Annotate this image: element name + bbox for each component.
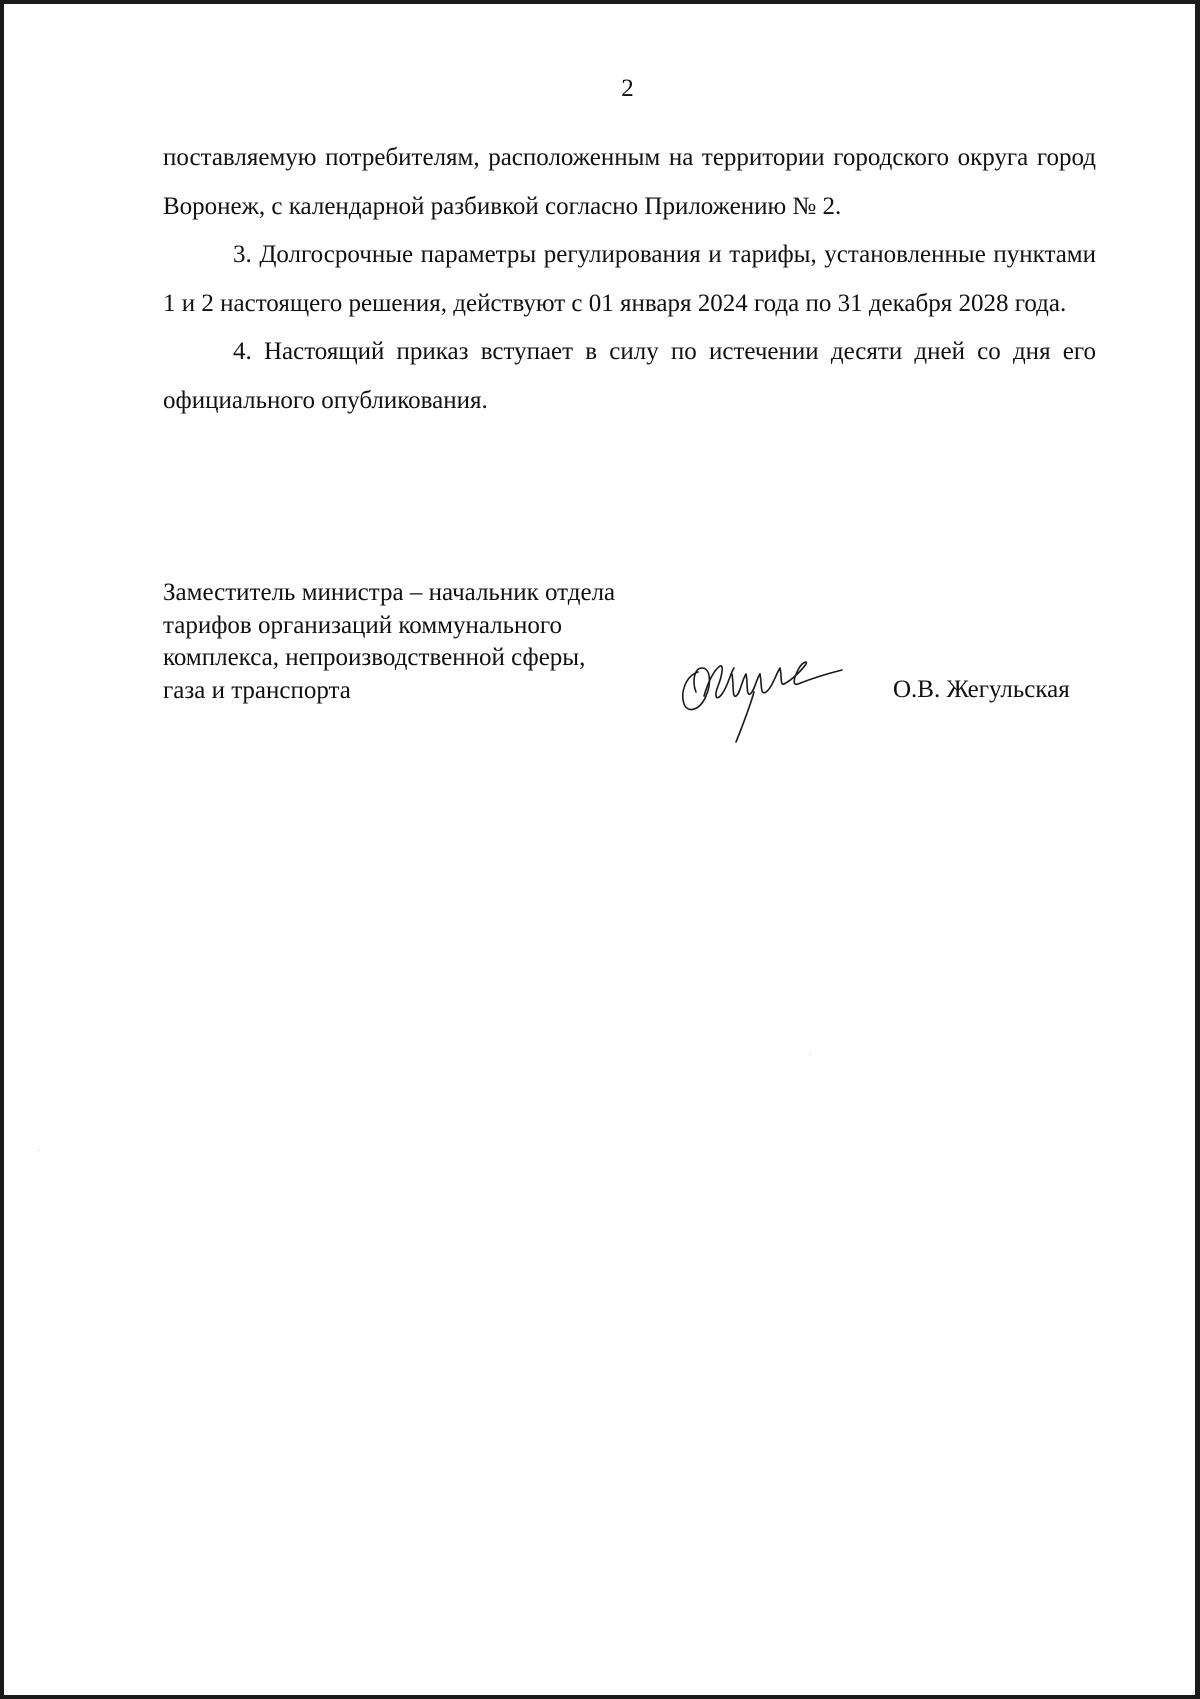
document-body: [163, 134, 1096, 425]
paragraph-item-3: 3. Долгосрочные параметры регулирования и тарифы, установленные пунктами 1 и 2 настоящего решения, действуют с 01 января 2024 года по 31 декабря 2028 года.: [163, 241, 1096, 317]
scan-speck: [38, 1150, 39, 1151]
signatory-position: [163, 577, 615, 707]
page-number: 2: [621, 75, 634, 102]
position-line: Заместитель министра – начальник отдела: [163, 579, 616, 606]
position-line: тарифов организаций коммунального: [163, 611, 563, 639]
paragraph-item-4: 4. Настоящий приказ вступает в силу по истечении десяти дней со дня его официального опубликования.: [163, 338, 1096, 414]
scan-speck: [810, 1054, 811, 1055]
signer-name: О.В. Жегульская: [893, 676, 1070, 703]
position-line: комплекса, непроизводственной сферы,: [163, 644, 586, 671]
paragraph-continuation: поставляемую потребителям, расположенным на территории городского округа город Воронеж, с календарной разбивкой согласно Приложению № 2.: [163, 144, 1096, 220]
position-line: газа и транспорта: [163, 676, 351, 704]
handwritten-signature-icon: [676, 652, 848, 744]
